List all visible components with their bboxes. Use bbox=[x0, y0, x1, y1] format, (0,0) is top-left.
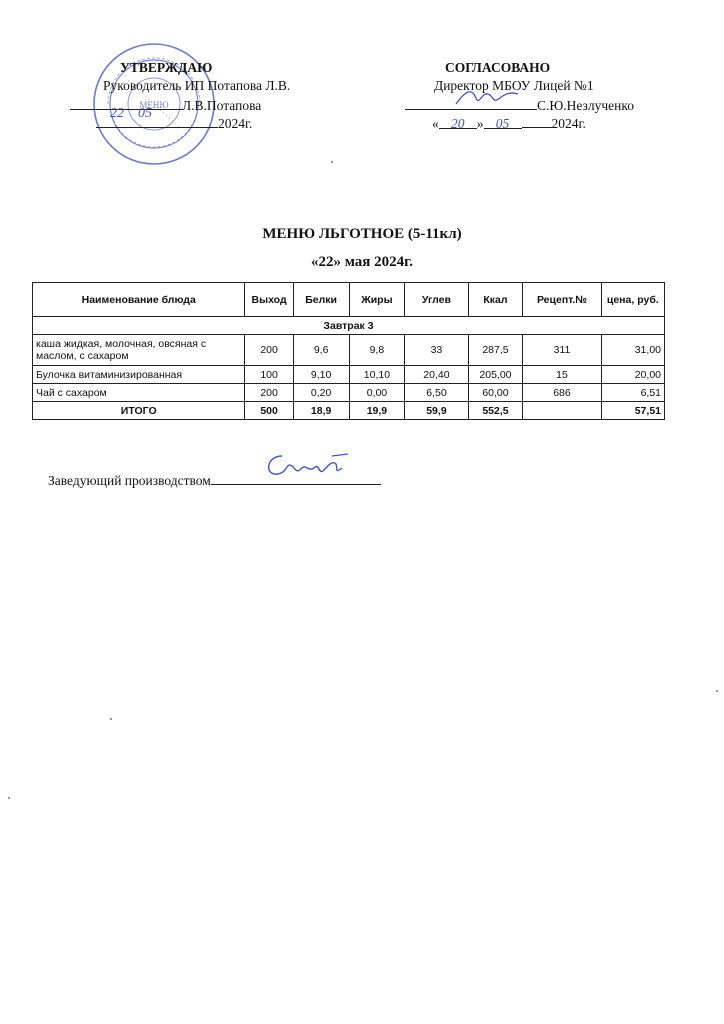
dish-fat: 0,00 bbox=[349, 384, 405, 402]
dish-price: 20,00 bbox=[601, 366, 664, 384]
table-row bbox=[33, 335, 665, 366]
col-header-fat: Жиры bbox=[349, 283, 405, 317]
scan-mark bbox=[331, 161, 333, 163]
agree-year: 2024г. bbox=[551, 116, 586, 131]
approve-year: 2024г. bbox=[218, 116, 253, 131]
stamp-center-text: МЕНЮ bbox=[139, 100, 169, 110]
approve-heading: УТВЕРЖДАЮ bbox=[120, 60, 213, 75]
total-carbs: 59,9 bbox=[405, 402, 468, 420]
approve-signer: Л.В.Потапова bbox=[182, 98, 262, 113]
dish-protein: 9,6 bbox=[293, 335, 349, 366]
agree-position: Директор МБОУ Лицей №1 bbox=[434, 78, 594, 93]
col-header-output: Выход bbox=[245, 283, 293, 317]
dish-recipe: 311 bbox=[523, 335, 601, 366]
col-header-protein: Белки bbox=[293, 283, 349, 317]
dish-protein: 9,10 bbox=[293, 366, 349, 384]
approve-position: Руководитель ИП Потапова Л.В. bbox=[103, 78, 291, 93]
col-header-kcal: Ккал bbox=[468, 283, 523, 317]
agree-date-month: 05 bbox=[484, 114, 522, 129]
footer-label: Заведующий производством bbox=[48, 473, 211, 488]
scan-mark bbox=[716, 690, 718, 692]
dish-kcal: 287,5 bbox=[468, 335, 523, 366]
signature-icon bbox=[452, 84, 522, 110]
dish-carbs: 6,50 bbox=[405, 384, 468, 402]
dish-carbs: 33 bbox=[405, 335, 468, 366]
dish-price: 31,00 bbox=[601, 335, 664, 366]
table-row bbox=[33, 384, 665, 402]
agree-date-day: 20 bbox=[439, 114, 477, 129]
page-title: МЕНЮ ЛЬГОТНОЕ (5-11кл) bbox=[262, 226, 462, 242]
total-recipe bbox=[523, 402, 601, 420]
section-row bbox=[33, 317, 665, 335]
total-kcal: 552,5 bbox=[468, 402, 523, 420]
col-header-carbs: Углев bbox=[405, 283, 468, 317]
dish-fat: 9,8 bbox=[349, 335, 405, 366]
approve-handwritten-date: 22 05 bbox=[110, 106, 152, 121]
dish-fat: 10,10 bbox=[349, 366, 405, 384]
dish-name: Чай с сахаром bbox=[33, 384, 245, 402]
dish-price: 6,51 bbox=[601, 384, 664, 402]
agree-heading: СОГЛАСОВАНО bbox=[445, 60, 551, 75]
dish-name: Булочка витаминизированная bbox=[33, 366, 245, 384]
col-header-recipe: Рецепт.№ bbox=[523, 283, 601, 317]
total-protein: 18,9 bbox=[293, 402, 349, 420]
dish-output: 100 bbox=[245, 366, 293, 384]
approve-signature-line bbox=[70, 95, 261, 115]
dish-carbs: 20,40 bbox=[405, 366, 468, 384]
menu-table bbox=[32, 282, 665, 420]
signature-icon bbox=[262, 450, 352, 482]
total-fat: 19,9 bbox=[349, 402, 405, 420]
scan-mark bbox=[110, 718, 112, 720]
total-output: 500 bbox=[245, 402, 293, 420]
total-price: 57,51 bbox=[601, 402, 664, 420]
agree-signer: С.Ю.Незлученко bbox=[537, 98, 634, 113]
dish-output: 200 bbox=[245, 384, 293, 402]
total-row bbox=[33, 402, 665, 420]
total-label: ИТОГО bbox=[33, 402, 245, 420]
agree-date-line: « 20 » 05 2024г. bbox=[432, 113, 586, 133]
menu-date: «22» мая 2024г. bbox=[310, 254, 414, 270]
dish-kcal: 60,00 bbox=[468, 384, 523, 402]
table-row bbox=[33, 366, 665, 384]
section-title: Завтрак 3 bbox=[33, 317, 665, 335]
col-header-price: цена, руб. bbox=[601, 283, 664, 317]
scan-mark bbox=[8, 797, 10, 799]
table-header-row bbox=[33, 283, 665, 317]
dish-output: 200 bbox=[245, 335, 293, 366]
dish-kcal: 205,00 bbox=[468, 366, 523, 384]
dish-name: каша жидкая, молочная, овсяная с маслом, с сахаром bbox=[33, 335, 245, 366]
dish-recipe: 686 bbox=[523, 384, 601, 402]
dish-protein: 0,20 bbox=[293, 384, 349, 402]
col-header-name: Наименование блюда bbox=[33, 283, 245, 317]
dish-recipe: 15 bbox=[523, 366, 601, 384]
